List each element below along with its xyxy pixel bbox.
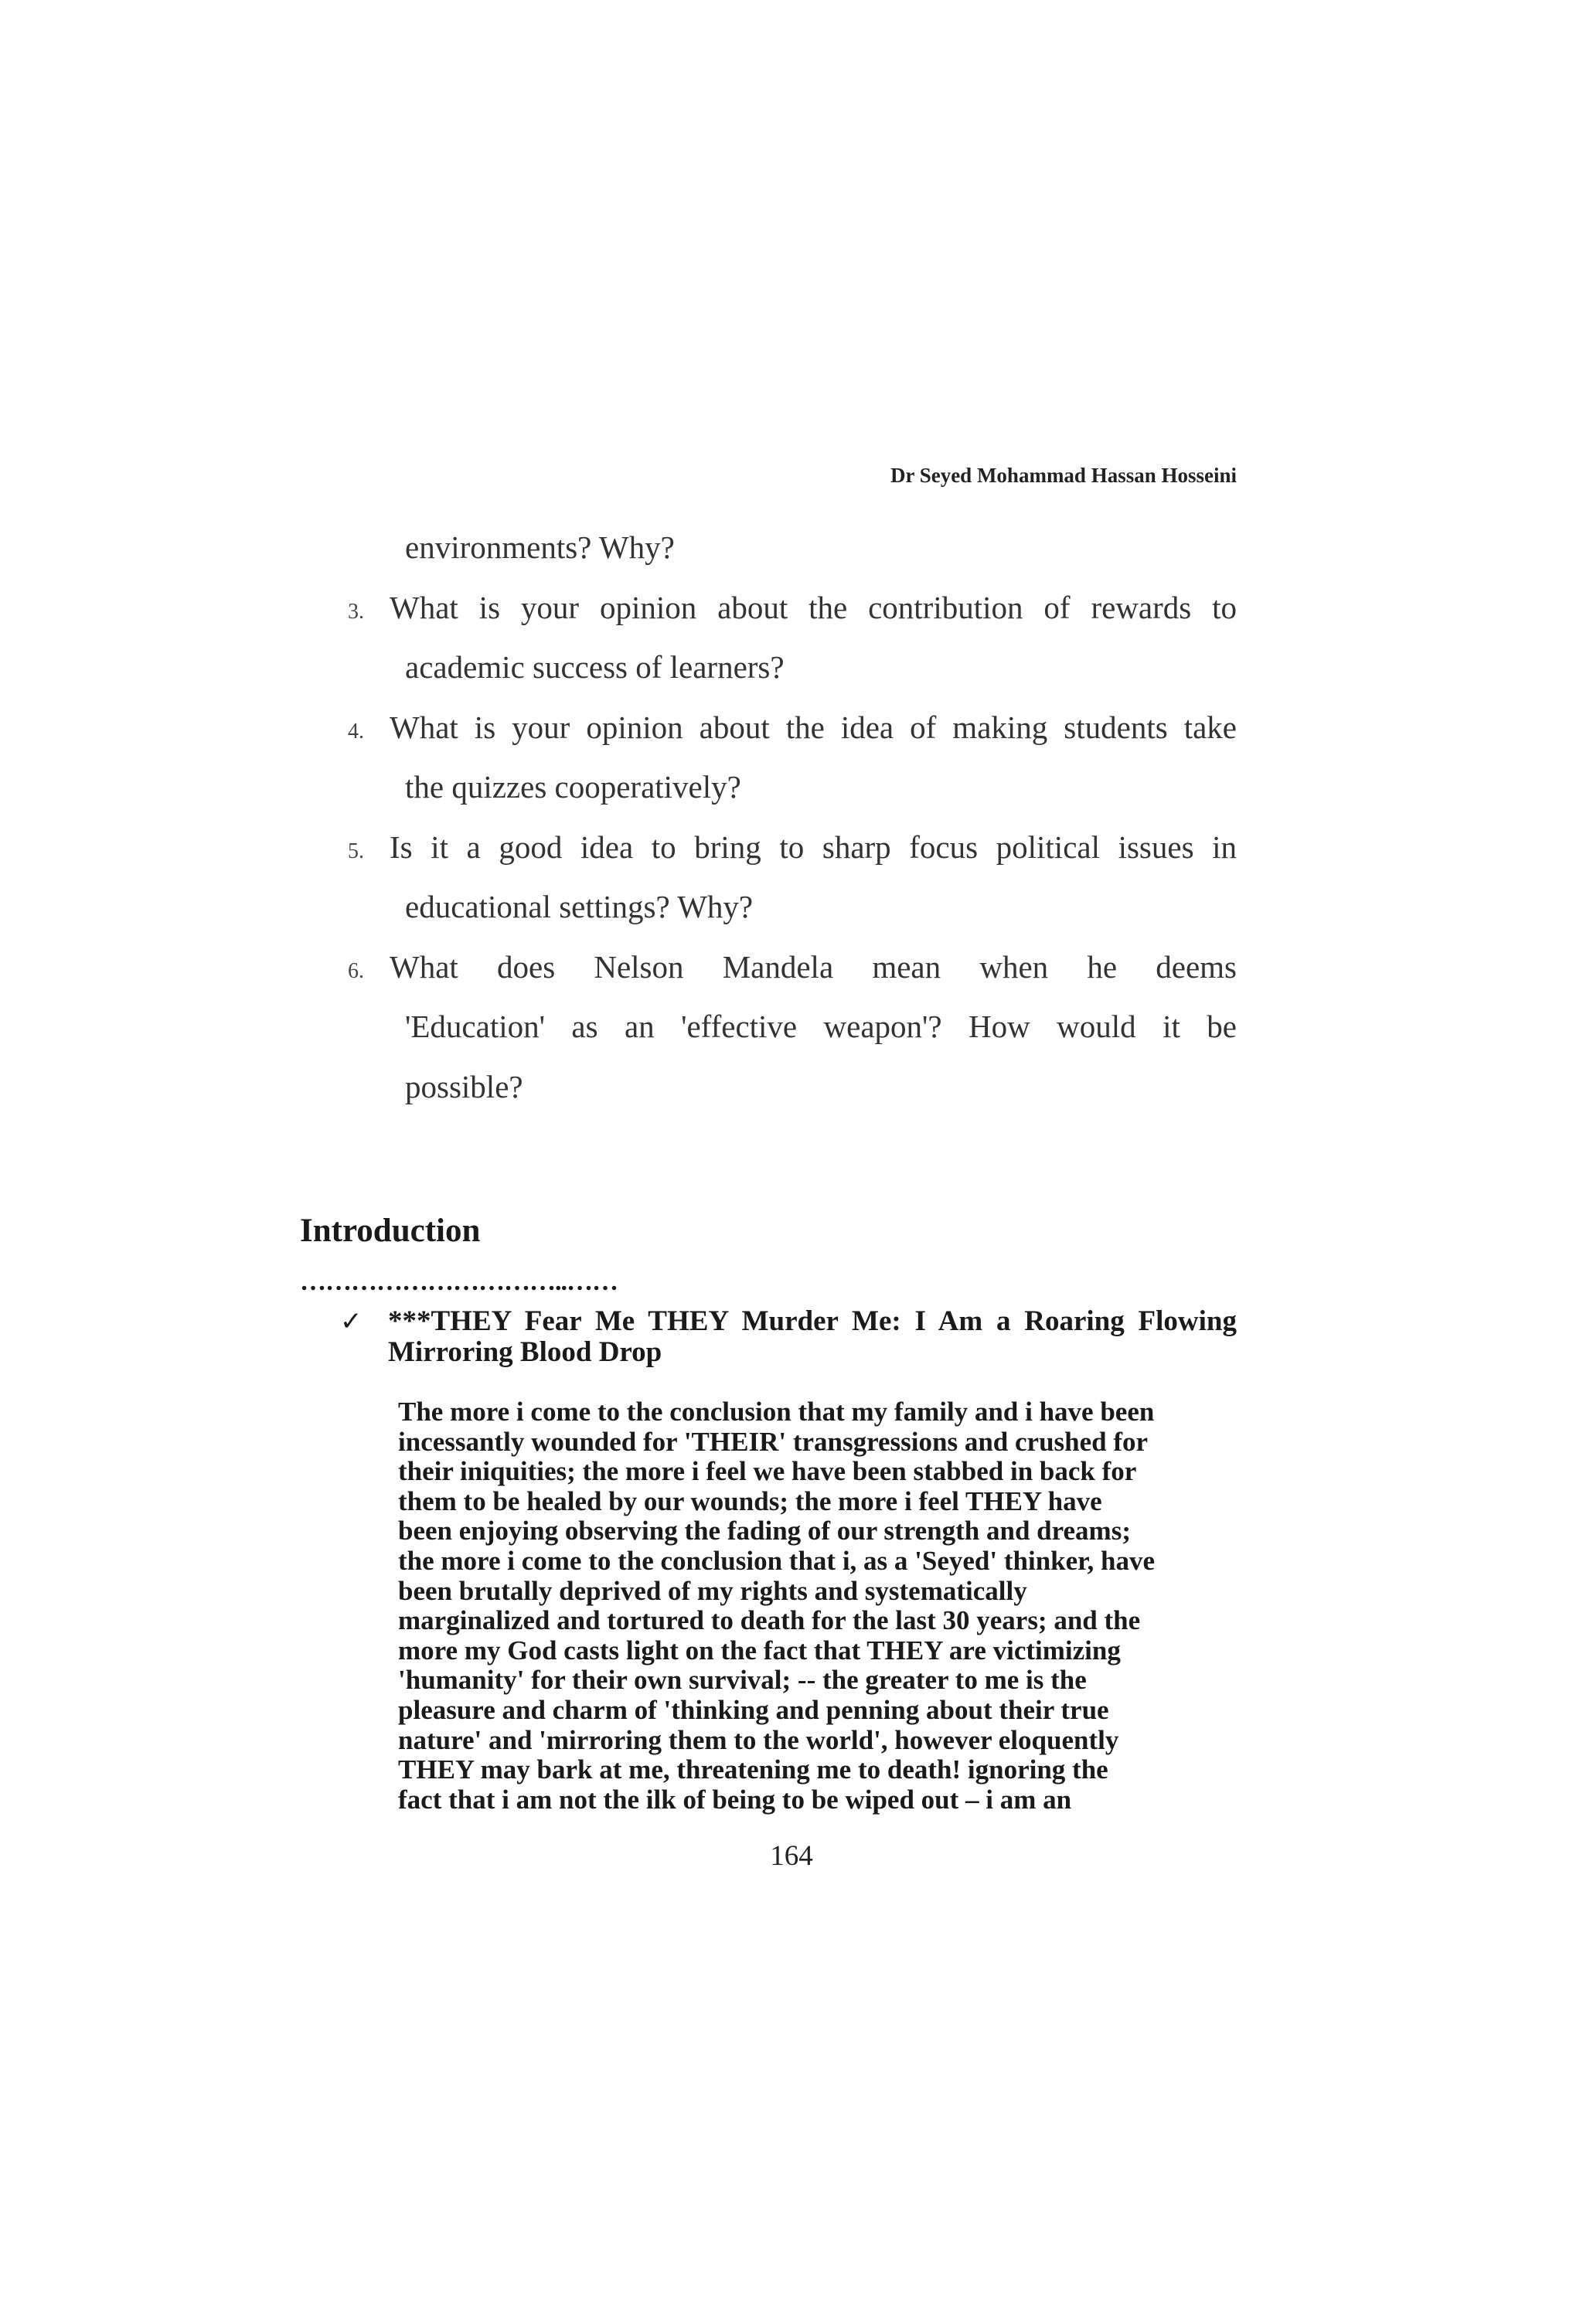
paragraph-line: 'humanity' for their own survival; -- the greater to me is the: [398, 1665, 1087, 1696]
section-heading: Introduction: [300, 1213, 481, 1249]
paragraph-line: been brutally deprived of my rights and systematically: [398, 1575, 1027, 1606]
question-item-6: [348, 937, 1237, 998]
checkmark-icon: ✓: [340, 1306, 363, 1337]
subtitle-line: Mirroring Blood Drop: [388, 1336, 662, 1368]
paragraph-line: The more i come to the conclusion that my family and i have been: [398, 1397, 1155, 1427]
question-item-3: [348, 578, 1237, 638]
question-text-continued: 'Education' as an 'effective weapon'? How would it be: [405, 1009, 1237, 1044]
question-text: What is your opinion about the contribution of rewards to: [390, 589, 1237, 625]
paragraph-line: THEY may bark at me, threatening me to death! ignoring the: [398, 1754, 1108, 1785]
question-text-continued: the quizzes cooperatively?: [405, 769, 741, 805]
question-number: 3.: [348, 599, 364, 624]
paragraph-line: the more i come to the conclusion that i, as a 'Seyed' thinker, have: [398, 1545, 1155, 1576]
dotted-separator: …………………………..……: [300, 1267, 618, 1296]
question-text: What is your opinion about the idea of making students take: [390, 709, 1237, 745]
paragraph-line: nature' and 'mirroring them to the world', however eloquently: [398, 1724, 1119, 1755]
question-item-4: [348, 698, 1237, 758]
paragraph-line: marginalized and tortured to death for the last 30 years; and the: [398, 1605, 1141, 1636]
paragraph-line: been enjoying observing the fading of our strength and dreams;: [398, 1516, 1131, 1546]
question-text-continued: possible?: [405, 1068, 523, 1104]
subtitle-line: ***THEY Fear Me THEY Murder Me: I Am a Roaring Flowing: [388, 1306, 1237, 1337]
paragraph-line: more my God casts light on the fact that THEY are victimizing: [398, 1635, 1121, 1666]
running-header-author: Dr Seyed Mohammad Hassan Hosseini: [890, 464, 1237, 487]
question-list: [348, 518, 1237, 1117]
question-text: Is it a good idea to bring to sharp focus political issues in: [390, 829, 1237, 865]
question-number: 4.: [348, 719, 364, 743]
body-paragraph: [398, 1397, 1237, 1815]
paragraph-line: incessantly wounded for 'THEIR' transgressions and crushed for: [398, 1426, 1149, 1457]
page-number: 164: [770, 1840, 813, 1872]
question-item-5: [348, 818, 1237, 878]
question-text: What does Nelson Mandela mean when he deems: [390, 948, 1237, 985]
question-continuation: environments? Why?: [405, 529, 675, 565]
question-number: 6.: [348, 958, 364, 983]
paragraph-line: their iniquities; the more i feel we have been stabbed in back for: [398, 1456, 1137, 1487]
paragraph-line: fact that i am not the ilk of being to be wiped out – i am an: [398, 1784, 1072, 1815]
question-text-continued: academic success of learners?: [405, 649, 785, 685]
section-subtitle: [340, 1306, 1237, 1368]
question-text-continued: educational settings? Why?: [405, 889, 754, 924]
paragraph-line: pleasure and charm of 'thinking and penning about their true: [398, 1694, 1109, 1725]
question-number: 5.: [348, 839, 364, 863]
paragraph-line: them to be healed by our wounds; the more i feel THEY have: [398, 1485, 1102, 1516]
